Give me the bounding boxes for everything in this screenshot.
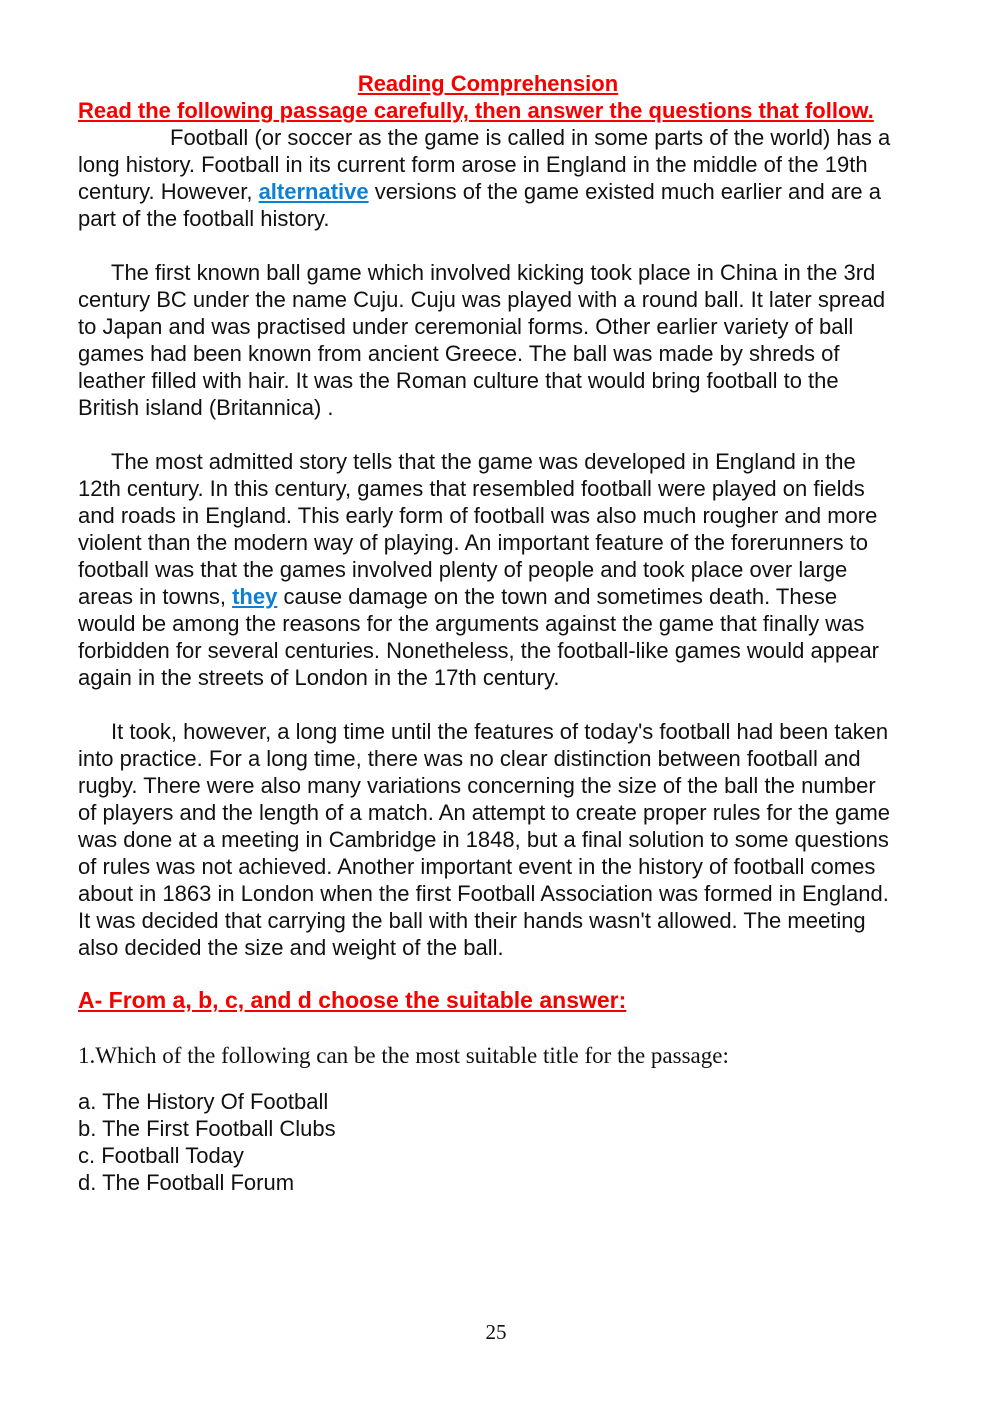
passage-paragraph bbox=[78, 124, 898, 232]
highlighted-word: alternative bbox=[258, 179, 369, 204]
option-c: c. Football Today bbox=[78, 1143, 244, 1168]
document-content bbox=[78, 70, 898, 1196]
answer-options bbox=[78, 1088, 898, 1196]
passage-text: The first known ball game which involved kicking took place in China in the 3rd century BC under the name Cuju. Cuju was played with a round ball. It later spread to Japan and was practised under ceremonial forms. Other earlier variety of ball games had been known from ancient Greece. The ball was made by shreds of leather filled with hair. It was the Roman culture that would bring football to the British island (Britannica) . bbox=[78, 260, 886, 420]
page-title bbox=[78, 70, 898, 97]
passage-text: The most admitted story tells that the game was developed in England in the 12th century. In this century, games that resembled football were played on fields and roads in England. This early form of football was also much rougher and more violent than the modern way of playing. An important feature of the forerunners to football was that the games involved plenty of people and took place over large areas in towns, bbox=[78, 449, 878, 609]
passage-paragraph bbox=[78, 448, 898, 691]
option-d: d. The Football Forum bbox=[78, 1170, 295, 1195]
passage bbox=[78, 124, 898, 961]
passage-text: Football (or soccer as the game is called in some parts of the world) has a long history. Football in its current form arose in England in the middle of the 19th century. However, bbox=[78, 125, 891, 204]
option-b: b. The First Football Clubs bbox=[78, 1116, 336, 1141]
passage-text: versions of the game existed much earlier and are a part of the football history. bbox=[78, 179, 882, 231]
page-number: 25 bbox=[485, 1320, 507, 1344]
question-1: 1.Which of the following can be the most suitable title for the passage: bbox=[78, 1043, 729, 1068]
instruction-heading: Read the following passage carefully, then answer the questions that follow. bbox=[78, 98, 874, 123]
passage-paragraph bbox=[78, 718, 898, 961]
section-a-heading: A- From a, b, c, and d choose the suitable answer: bbox=[78, 987, 627, 1013]
highlighted-word: they bbox=[232, 584, 278, 609]
option-a: a. The History Of Football bbox=[78, 1089, 329, 1114]
passage-text: cause damage on the town and sometimes death. These would be among the reasons for the arguments against the game that finally was forbidden for several centuries. Nonetheless, the football-like games would appear again in the streets of London in the 17th century. bbox=[78, 584, 880, 690]
passage-paragraph bbox=[78, 259, 898, 421]
passage-text: It took, however, a long time until the features of today's football had been taken into practice. For a long time, there was no clear distinction between football and rugby. There were also many variations concerning the size of the ball the number of players and the length of a match. An attempt to create proper rules for the game was done at a meeting in Cambridge in 1848, but a final solution to some questions of rules was not achieved. Another important event in the history of football comes about in 1863 in London when the first Football Association was formed in England. It was decided that carrying the ball with their hands wasn't allowed. The meeting also decided the size and weight of the ball. bbox=[78, 719, 891, 960]
page-title-text: Reading Comprehension bbox=[357, 71, 619, 96]
